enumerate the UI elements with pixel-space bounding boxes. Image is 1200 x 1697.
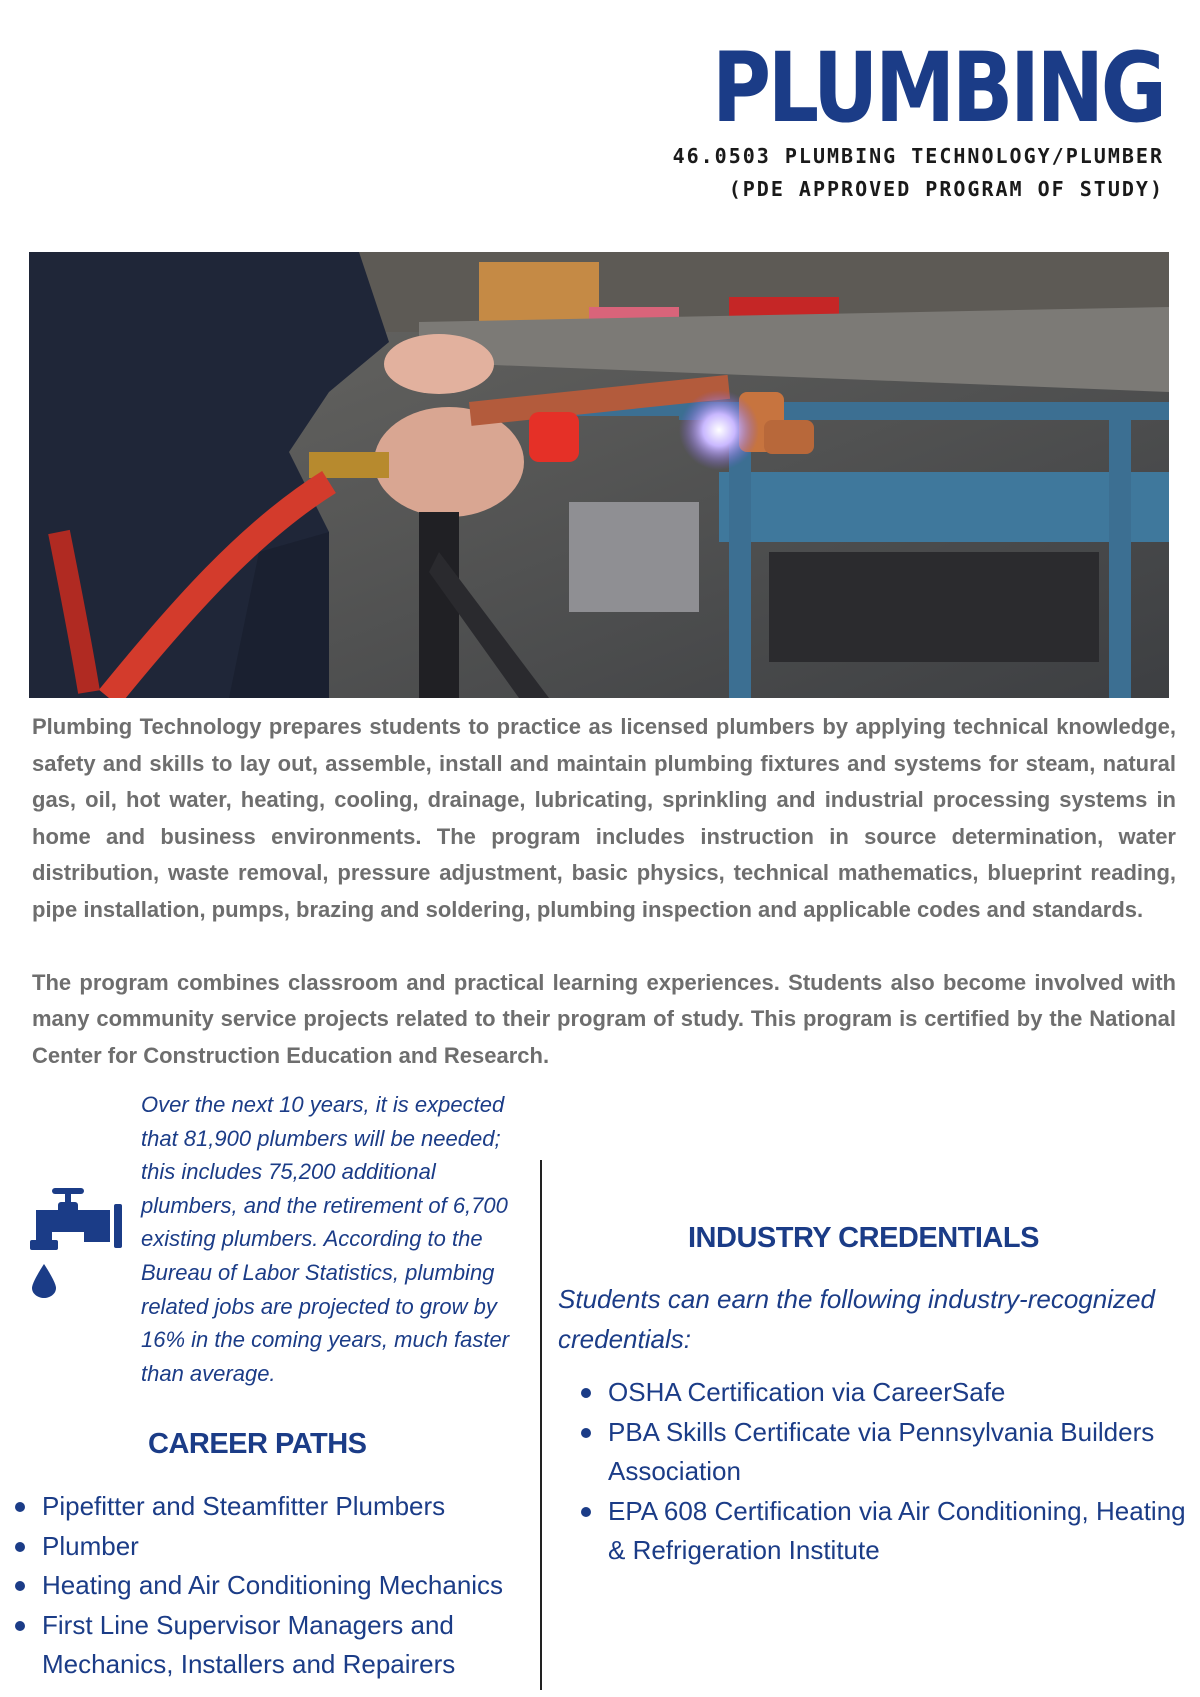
credential-item: EPA 608 Certification via Air Conditioning, Heating & Refrigeration Institute bbox=[578, 1492, 1188, 1571]
credentials-intro: Students can earn the following industry-recognized credentials: bbox=[558, 1284, 1155, 1354]
description-paragraph: The program combines classroom and practical learning experiences. Students also become involved with many community service projects related to their program of study. This program is certified by the National Center for Construction Education and Research. bbox=[32, 969, 1176, 1068]
program-code bbox=[673, 140, 1164, 206]
page-title: PLUMBING bbox=[712, 32, 1164, 144]
column-divider bbox=[540, 1160, 542, 1690]
program-approval-line: (PDE APPROVED PROGRAM OF STUDY) bbox=[728, 177, 1164, 201]
faucet-icon bbox=[30, 1182, 122, 1298]
credential-item: OSHA Certification via CareerSafe bbox=[578, 1373, 1188, 1413]
industry-credentials-heading: INDUSTRY CREDENTIALS bbox=[688, 1222, 1039, 1254]
program-description bbox=[32, 709, 1176, 1111]
credential-item: PBA Skills Certificate via Pennsylvania Builders Association bbox=[578, 1413, 1188, 1492]
career-path-item: Pipefitter and Steamfitter Plumbers bbox=[12, 1487, 540, 1527]
hero-photo bbox=[29, 252, 1169, 698]
program-code-line: 46.0503 PLUMBING TECHNOLOGY/PLUMBER bbox=[672, 144, 1164, 168]
career-path-item: Plumber bbox=[12, 1527, 540, 1567]
career-path-item: Heating and Air Conditioning Mechanics bbox=[12, 1566, 540, 1606]
career-path-item: First Line Supervisor Managers and Mechanics, Installers and Repairers bbox=[12, 1606, 540, 1685]
description-paragraph: Plumbing Technology prepares students to practice as licensed plumbers by applying technical knowledge, safety and skills to lay out, assemble, install and maintain plumbing fixtures and systems for steam, natural gas, oil, hot water, heating, cooling, drainage, lubricating, sprinkling and industrial processing systems in home and business environments. The program includes instruction in source determination, water distribution, waste removal, pressure adjustment, basic physics, technical mathematics, blueprint reading, pipe installation, pumps, brazing and soldering, plumbing inspection and applicable codes and standards. bbox=[32, 714, 1176, 922]
credentials-list bbox=[578, 1373, 1188, 1571]
career-paths-heading: CAREER PATHS bbox=[148, 1428, 367, 1460]
career-paths-list bbox=[12, 1487, 540, 1685]
job-outlook-text: Over the next 10 years, it is expected that 81,900 plumbers will be needed; this includes 75,200 additional plumbers, and the retirement of 6,700 existing plumbers. According to the Bureau of Labor Statistics, plumbing related jobs are projected to grow by 16% in the coming years, much faster than average. bbox=[141, 1092, 510, 1386]
